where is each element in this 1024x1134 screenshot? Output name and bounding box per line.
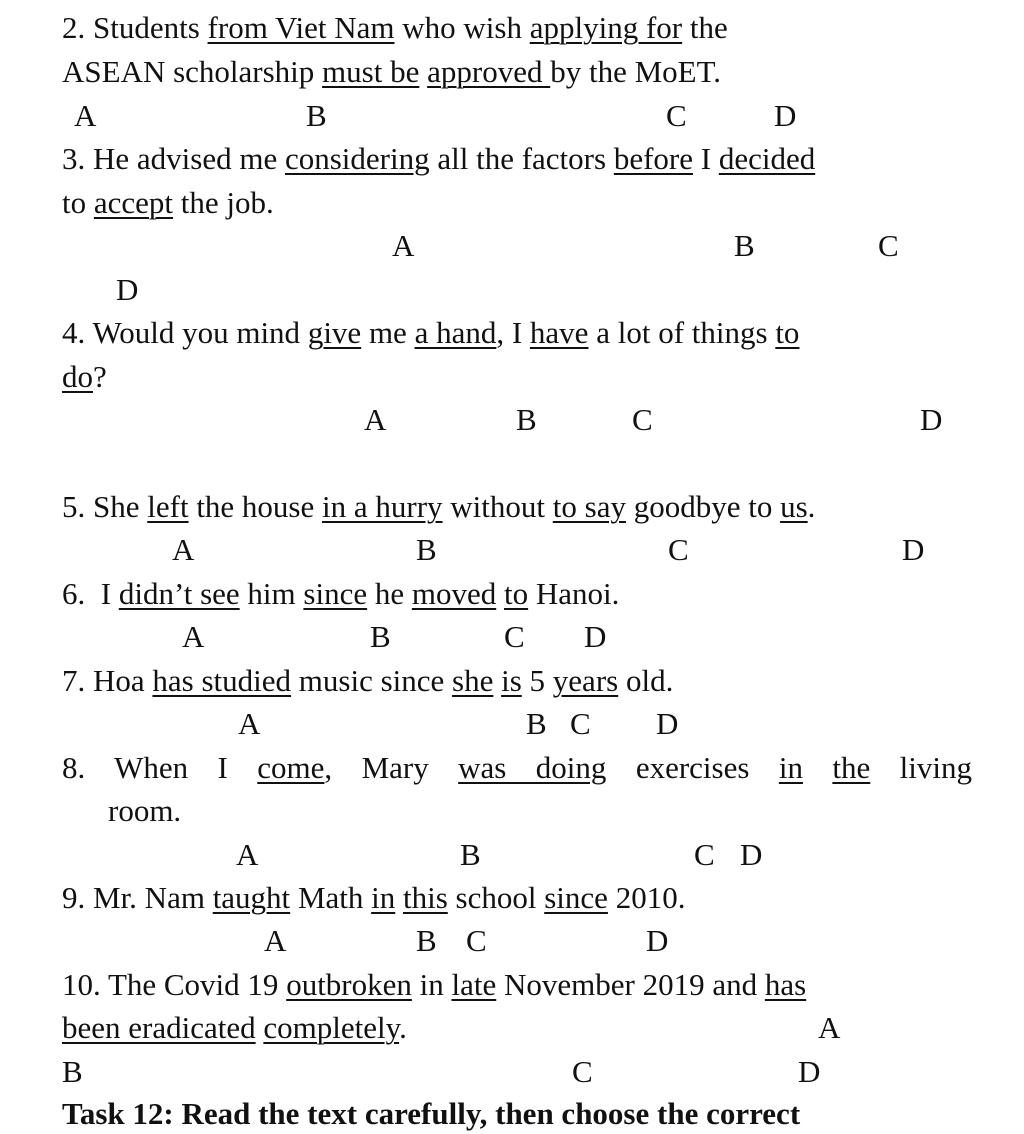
item-4-label-c: C — [632, 402, 653, 437]
item-10-label-c: C — [572, 1054, 593, 1089]
underlined-segment: been eradicated — [62, 1010, 256, 1045]
item-8-line-1 — [62, 748, 972, 788]
item-7-label-d: D — [656, 706, 679, 741]
underlined-segment: must be — [322, 54, 420, 89]
underlined-segment: us — [780, 489, 808, 524]
item-10-line-2 — [62, 1008, 407, 1048]
text-segment: , I — [496, 315, 530, 350]
underlined-segment: from Viet Nam — [207, 10, 395, 45]
text-segment: a lot of things — [588, 315, 776, 350]
item-2-label-a: A — [74, 98, 97, 133]
underlined-segment: give — [307, 315, 362, 350]
item-6-line-1 — [62, 574, 619, 614]
text-segment: who wish — [394, 10, 530, 45]
underlined-segment: applying for — [529, 10, 683, 45]
underlined-segment: decided — [718, 141, 816, 176]
item-2-label-b: B — [306, 98, 327, 133]
text-segment: 7. Hoa — [62, 663, 153, 698]
text-segment: me — [361, 315, 415, 350]
underlined-segment: this — [403, 880, 448, 915]
underlined-segment: the — [832, 750, 871, 785]
text-segment: the job. — [173, 185, 274, 220]
text-segment: ? — [93, 359, 107, 394]
text-segment: 5 — [521, 663, 553, 698]
underlined-segment: completely — [263, 1010, 400, 1045]
text-segment: him — [239, 576, 304, 611]
text-segment: 3. He advised me — [62, 141, 285, 176]
item-10-label-d: D — [798, 1054, 821, 1089]
item-5-label-c: C — [668, 532, 689, 567]
underlined-segment: has studied — [152, 663, 292, 698]
item-9-label-b: B — [416, 923, 437, 958]
text-segment: the house — [188, 489, 323, 524]
underlined-segment: didn’t see — [118, 576, 240, 611]
underlined-segment: before — [613, 141, 693, 176]
text-segment: . — [807, 489, 816, 524]
underlined-segment: to — [503, 576, 529, 611]
underlined-segment: taught — [212, 880, 291, 915]
text-segment: . — [399, 1010, 407, 1045]
item-8-label-c: C — [694, 837, 715, 872]
underlined-segment: in — [371, 880, 396, 915]
item-10-label-a: A — [818, 1010, 841, 1045]
text-segment: he — [367, 576, 412, 611]
item-3-label-b: B — [734, 228, 755, 263]
item-6-label-c: C — [504, 619, 525, 654]
item-5-line-1 — [62, 487, 815, 527]
underlined-segment: was doing — [458, 750, 607, 785]
text-segment: I — [692, 141, 719, 176]
text-segment — [419, 54, 427, 89]
item-2-line-1 — [62, 8, 728, 48]
item-9-label-c: C — [466, 923, 487, 958]
item-3-label-a: A — [392, 228, 415, 263]
underlined-segment: do — [62, 359, 93, 394]
item-6-label-b: B — [370, 619, 391, 654]
task-12-heading: Task 12: Read the text carefully, then choose the correct — [62, 1096, 801, 1131]
underlined-segment: in — [778, 750, 803, 785]
text-segment: 4. Would you mind — [62, 315, 308, 350]
item-5-label-d: D — [902, 532, 925, 567]
underlined-segment: approved — [427, 54, 551, 89]
item-10-line-1 — [62, 965, 806, 1005]
item-3-label-c: C — [878, 228, 899, 263]
item-3-label-d: D — [116, 272, 139, 307]
text-segment: 10. The Covid 19 — [62, 967, 287, 1002]
item-4-label-b: B — [516, 402, 537, 437]
text-segment — [493, 663, 501, 698]
underlined-segment: a hand — [414, 315, 497, 350]
text-segment: 2. Students — [62, 10, 208, 45]
item-3-line-2 — [62, 183, 274, 223]
text-segment — [496, 576, 504, 611]
item-5-label-a: A — [172, 532, 195, 567]
text-segment: old. — [618, 663, 674, 698]
text-segment: exercises — [606, 750, 779, 785]
underlined-segment: have — [529, 315, 589, 350]
underlined-segment: is — [501, 663, 522, 698]
text-segment: music since — [291, 663, 453, 698]
underlined-segment: accept — [93, 185, 174, 220]
text-segment: in — [411, 967, 452, 1002]
underlined-segment: to — [775, 315, 800, 350]
item-3-line-1 — [62, 139, 815, 179]
text-segment: 2010. — [607, 880, 686, 915]
item-7-label-c: C — [570, 706, 591, 741]
underlined-segment: left — [147, 489, 189, 524]
text-segment: 8. When I — [62, 750, 258, 785]
underlined-segment: outbroken — [286, 967, 412, 1002]
item-6-label-a: A — [182, 619, 205, 654]
underlined-segment: come — [257, 750, 325, 785]
item-8-label-a: A — [236, 837, 259, 872]
item-5-label-b: B — [416, 532, 437, 567]
item-7-label-a: A — [238, 706, 261, 741]
text-segment: room. — [108, 793, 182, 828]
item-8-line-2 — [108, 791, 181, 831]
underlined-segment: to say — [552, 489, 626, 524]
text-segment: November 2019 and — [496, 967, 765, 1002]
underlined-segment: she — [452, 663, 494, 698]
item-2-line-2 — [62, 52, 721, 92]
text-segment: 6. I — [62, 576, 119, 611]
underlined-segment: since — [544, 880, 608, 915]
text-segment: ASEAN scholarship — [62, 54, 323, 89]
text-segment: Math — [290, 880, 372, 915]
text-segment: , Mary — [324, 750, 459, 785]
underlined-segment: has — [764, 967, 807, 1002]
text-segment: by the MoET. — [550, 54, 721, 89]
item-4-label-a: A — [364, 402, 387, 437]
item-9-label-d: D — [646, 923, 669, 958]
item-9-label-a: A — [264, 923, 287, 958]
item-7-label-b: B — [526, 706, 547, 741]
item-2-label-d: D — [774, 98, 797, 133]
item-9-line-1 — [62, 878, 685, 918]
text-segment: living — [870, 750, 973, 785]
underlined-segment: moved — [411, 576, 497, 611]
text-segment: 5. She — [62, 489, 148, 524]
text-segment — [395, 880, 403, 915]
item-10-label-b: B — [62, 1054, 83, 1089]
text-segment: goodbye to — [625, 489, 781, 524]
text-segment: without — [442, 489, 553, 524]
item-2-label-c: C — [666, 98, 687, 133]
underlined-segment: considering — [284, 141, 430, 176]
item-4-label-d: D — [920, 402, 943, 437]
text-segment: the — [682, 10, 728, 45]
text-segment: to — [62, 185, 94, 220]
text-segment: Hanoi. — [528, 576, 620, 611]
item-8-label-d: D — [740, 837, 763, 872]
underlined-segment: years — [552, 663, 619, 698]
underlined-segment: since — [303, 576, 368, 611]
text-segment — [803, 750, 832, 785]
item-7-line-1 — [62, 661, 673, 701]
item-6-label-d: D — [584, 619, 607, 654]
item-4-line-2 — [62, 357, 107, 397]
underlined-segment: in a hurry — [322, 489, 443, 524]
text-segment: school — [447, 880, 545, 915]
text-segment: 9. Mr. Nam — [62, 880, 213, 915]
text-segment: all the factors — [429, 141, 614, 176]
item-4-line-1 — [62, 313, 799, 353]
underlined-segment: late — [451, 967, 497, 1002]
item-8-label-b: B — [460, 837, 481, 872]
